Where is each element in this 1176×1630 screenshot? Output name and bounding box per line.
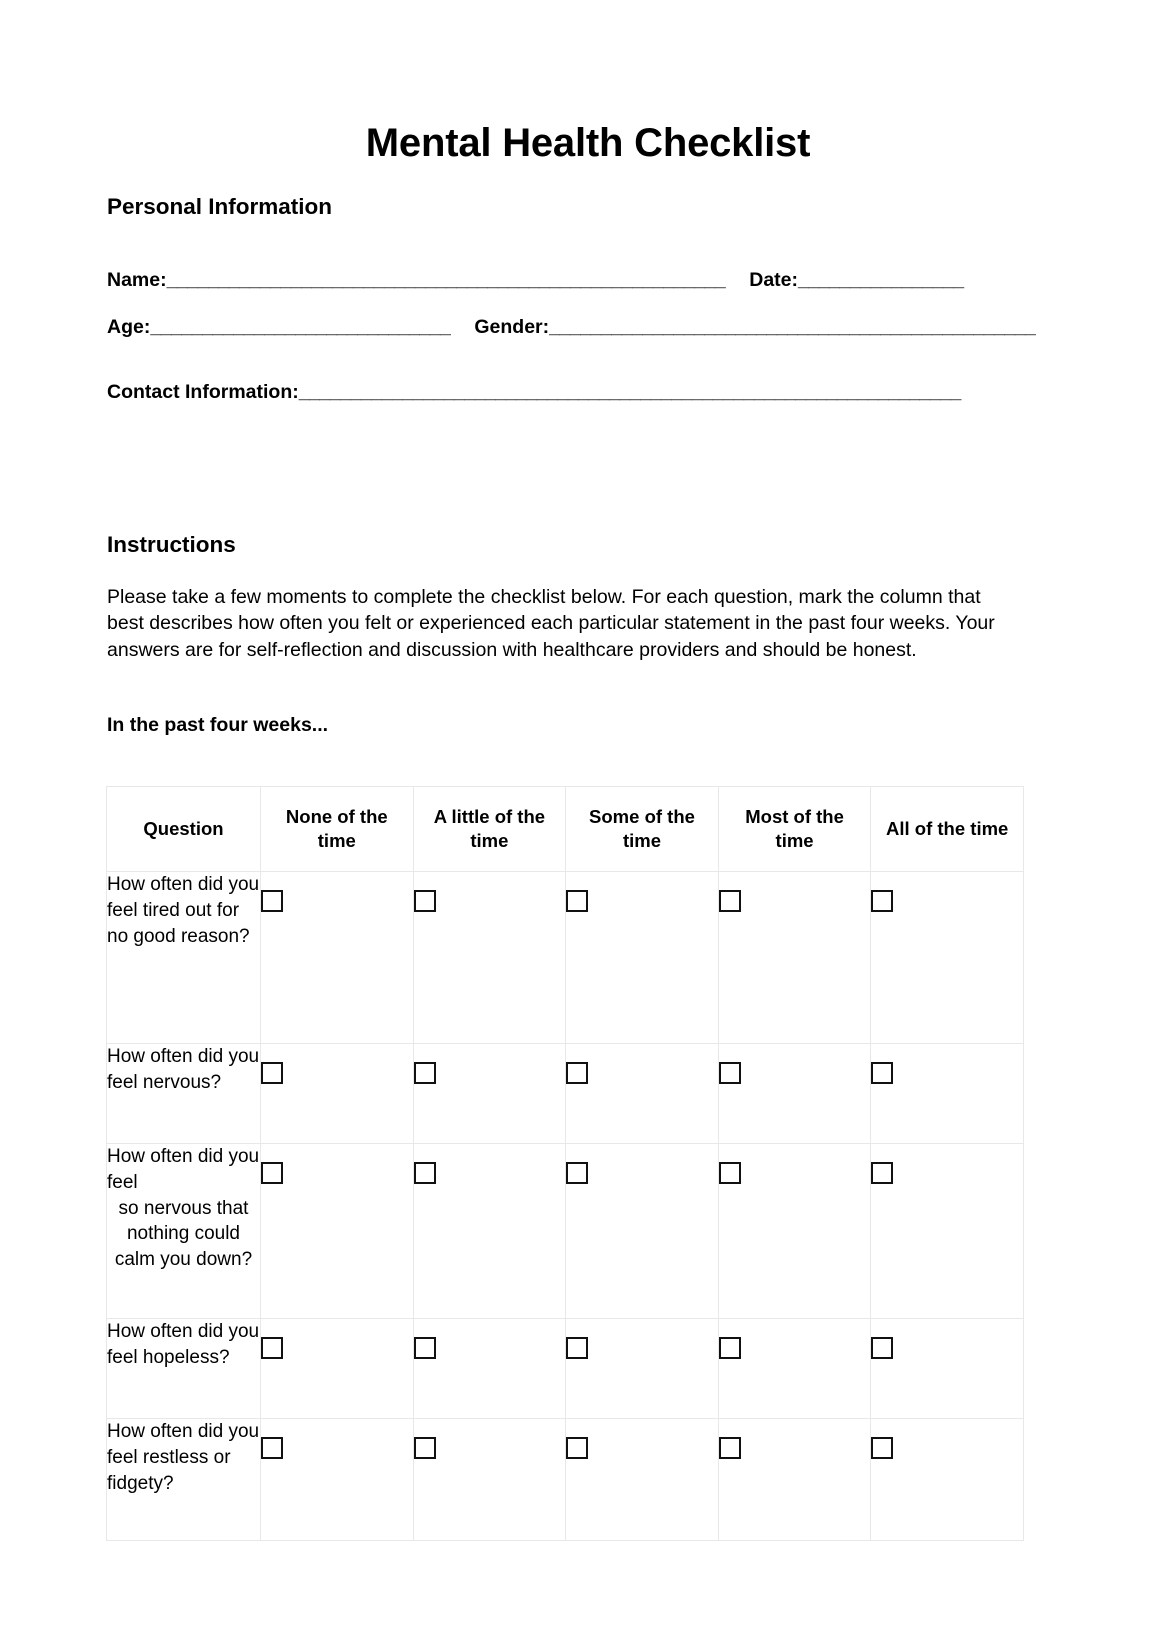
checkbox-icon[interactable]	[261, 1162, 283, 1184]
column-header-none-of-the-time: None of the time	[261, 787, 414, 872]
column-header-question: Question	[107, 787, 261, 872]
checkbox-cell-most-of-the-time[interactable]	[718, 1144, 871, 1319]
table-row	[107, 1144, 1024, 1319]
checkbox-cell-some-of-the-time[interactable]	[566, 872, 719, 1044]
checklist-table-body	[107, 872, 1024, 1541]
column-header-most-of-the-time: Most of the time	[718, 787, 871, 872]
gender-colon: :	[542, 316, 550, 338]
checkbox-wrap	[719, 1419, 871, 1459]
checkbox-icon[interactable]	[261, 1062, 283, 1084]
name-label: Name:	[107, 269, 167, 291]
checkbox-icon[interactable]	[719, 1437, 741, 1459]
checkbox-wrap	[566, 1319, 718, 1359]
table-row	[107, 1419, 1024, 1541]
checkbox-cell-none-of-the-time[interactable]	[261, 872, 414, 1044]
checkbox-wrap	[719, 1144, 871, 1184]
checkbox-cell-some-of-the-time[interactable]	[566, 1044, 719, 1144]
checkbox-wrap	[871, 872, 1023, 912]
gender-label: Gender	[474, 316, 543, 338]
section-heading-personal-information: Personal Information	[107, 193, 333, 219]
question-text-tail: so nervous that nothing could calm you down?	[114, 1197, 253, 1270]
checkbox-cell-none-of-the-time[interactable]	[261, 1144, 414, 1319]
checkbox-cell-none-of-the-time[interactable]	[261, 1419, 414, 1541]
checkbox-cell-a-little-of-the-time[interactable]	[413, 1144, 566, 1319]
checkbox-wrap	[261, 1319, 413, 1359]
checkbox-wrap	[871, 1044, 1023, 1084]
field-row-name-date	[107, 268, 964, 292]
field-row-age-gender	[107, 315, 1035, 339]
contact-information-input-rule[interactable]: ________________________________________________________________	[298, 381, 961, 403]
checkbox-cell-all-of-the-time[interactable]	[871, 872, 1024, 1044]
checkbox-icon[interactable]	[719, 1337, 741, 1359]
column-header-all-of-the-time: All of the time	[871, 787, 1024, 872]
checkbox-cell-all-of-the-time[interactable]	[871, 1319, 1024, 1419]
checklist-table-header	[107, 787, 1024, 872]
checkbox-icon[interactable]	[871, 1062, 893, 1084]
question-text	[107, 1144, 261, 1319]
checkbox-icon[interactable]	[566, 1437, 588, 1459]
question-text: How often did you feel tired out for no good reason?	[107, 872, 261, 1044]
checkbox-icon[interactable]	[261, 1437, 283, 1459]
checkbox-icon[interactable]	[566, 1162, 588, 1184]
page-title: Mental Health Checklist	[365, 120, 811, 165]
checkbox-cell-some-of-the-time[interactable]	[566, 1319, 719, 1419]
checkbox-icon[interactable]	[719, 1062, 741, 1084]
checkbox-wrap	[871, 1319, 1023, 1359]
date-input-rule[interactable]: ________________	[798, 269, 964, 291]
question-text: How often did you feel restless or fidgety?	[107, 1419, 261, 1541]
checkbox-wrap	[414, 1419, 566, 1459]
checkbox-wrap	[261, 1419, 413, 1459]
checkbox-icon[interactable]	[871, 1337, 893, 1359]
date-label: Date:	[749, 269, 799, 291]
checkbox-wrap	[566, 872, 718, 912]
checkbox-wrap	[719, 1319, 871, 1359]
checkbox-wrap	[414, 1044, 566, 1084]
checkbox-wrap	[719, 1044, 871, 1084]
section-heading-instructions: Instructions	[107, 531, 236, 557]
checkbox-cell-most-of-the-time[interactable]	[718, 1419, 871, 1541]
checkbox-wrap	[871, 1144, 1023, 1184]
checkbox-icon[interactable]	[261, 890, 283, 912]
checkbox-cell-most-of-the-time[interactable]	[718, 872, 871, 1044]
checkbox-wrap	[871, 1419, 1023, 1459]
instructions-body-text: Please take a few moments to complete the checklist below. For each question, mark the column that best describes how often you felt or experienced each particular statement in the past four weeks. Your answers are for self-reflection and discussion with healthcare providers and should be honest.	[107, 585, 995, 661]
checkbox-icon[interactable]	[414, 1337, 436, 1359]
table-row	[107, 872, 1024, 1044]
column-header-a-little-of-the-time: A little of the time	[413, 787, 566, 872]
checkbox-wrap	[261, 1044, 413, 1084]
gender-input-rule[interactable]: _______________________________________________	[549, 316, 1036, 338]
name-input-rule[interactable]: ______________________________________________________	[166, 269, 726, 291]
checkbox-cell-none-of-the-time[interactable]	[261, 1044, 414, 1144]
checkbox-cell-all-of-the-time[interactable]	[871, 1144, 1024, 1319]
checkbox-icon[interactable]	[871, 890, 893, 912]
checkbox-cell-most-of-the-time[interactable]	[718, 1044, 871, 1144]
checkbox-icon[interactable]	[261, 1337, 283, 1359]
question-text: How often did you feel hopeless?	[107, 1319, 261, 1419]
checkbox-icon[interactable]	[566, 1062, 588, 1084]
checklist-table	[106, 786, 1024, 1541]
checkbox-cell-some-of-the-time[interactable]	[566, 1419, 719, 1541]
checkbox-wrap	[719, 872, 871, 912]
checkbox-icon[interactable]	[566, 890, 588, 912]
field-row-contact-information	[107, 380, 961, 404]
checkbox-cell-some-of-the-time[interactable]	[566, 1144, 719, 1319]
checkbox-cell-a-little-of-the-time[interactable]	[413, 872, 566, 1044]
checkbox-wrap	[566, 1419, 718, 1459]
checkbox-icon[interactable]	[871, 1437, 893, 1459]
checkbox-cell-a-little-of-the-time[interactable]	[413, 1419, 566, 1541]
checkbox-cell-a-little-of-the-time[interactable]	[413, 1044, 566, 1144]
checkbox-wrap	[261, 872, 413, 912]
checkbox-cell-a-little-of-the-time[interactable]	[413, 1319, 566, 1419]
contact-information-label: Contact Information:	[107, 381, 299, 403]
column-header-some-of-the-time: Some of the time	[566, 787, 719, 872]
checkbox-cell-most-of-the-time[interactable]	[718, 1319, 871, 1419]
checkbox-icon[interactable]	[719, 1162, 741, 1184]
checkbox-cell-none-of-the-time[interactable]	[261, 1319, 414, 1419]
checkbox-wrap	[566, 1144, 718, 1184]
question-text: How often did you feel nervous?	[107, 1044, 261, 1144]
instructions-prompt: In the past four weeks...	[107, 713, 329, 736]
age-label: Age:	[107, 316, 151, 338]
checkbox-cell-all-of-the-time[interactable]	[871, 1419, 1024, 1541]
checkbox-wrap	[414, 872, 566, 912]
checkbox-icon[interactable]	[414, 1062, 436, 1084]
table-header-row	[107, 787, 1024, 872]
checkbox-icon[interactable]	[566, 1337, 588, 1359]
checkbox-icon[interactable]	[719, 890, 741, 912]
question-text-lead: How often did you feel	[107, 1146, 260, 1193]
checkbox-wrap	[261, 1144, 413, 1184]
checkbox-icon[interactable]	[414, 1437, 436, 1459]
table-row	[107, 1044, 1024, 1144]
checkbox-wrap	[414, 1144, 566, 1184]
checkbox-wrap	[566, 1044, 718, 1084]
checkbox-icon[interactable]	[871, 1162, 893, 1184]
age-input-rule[interactable]: _____________________________	[150, 316, 451, 338]
checkbox-icon[interactable]	[414, 890, 436, 912]
table-row	[107, 1319, 1024, 1419]
checkbox-cell-all-of-the-time[interactable]	[871, 1044, 1024, 1144]
checkbox-icon[interactable]	[414, 1162, 436, 1184]
checkbox-wrap	[414, 1319, 566, 1359]
